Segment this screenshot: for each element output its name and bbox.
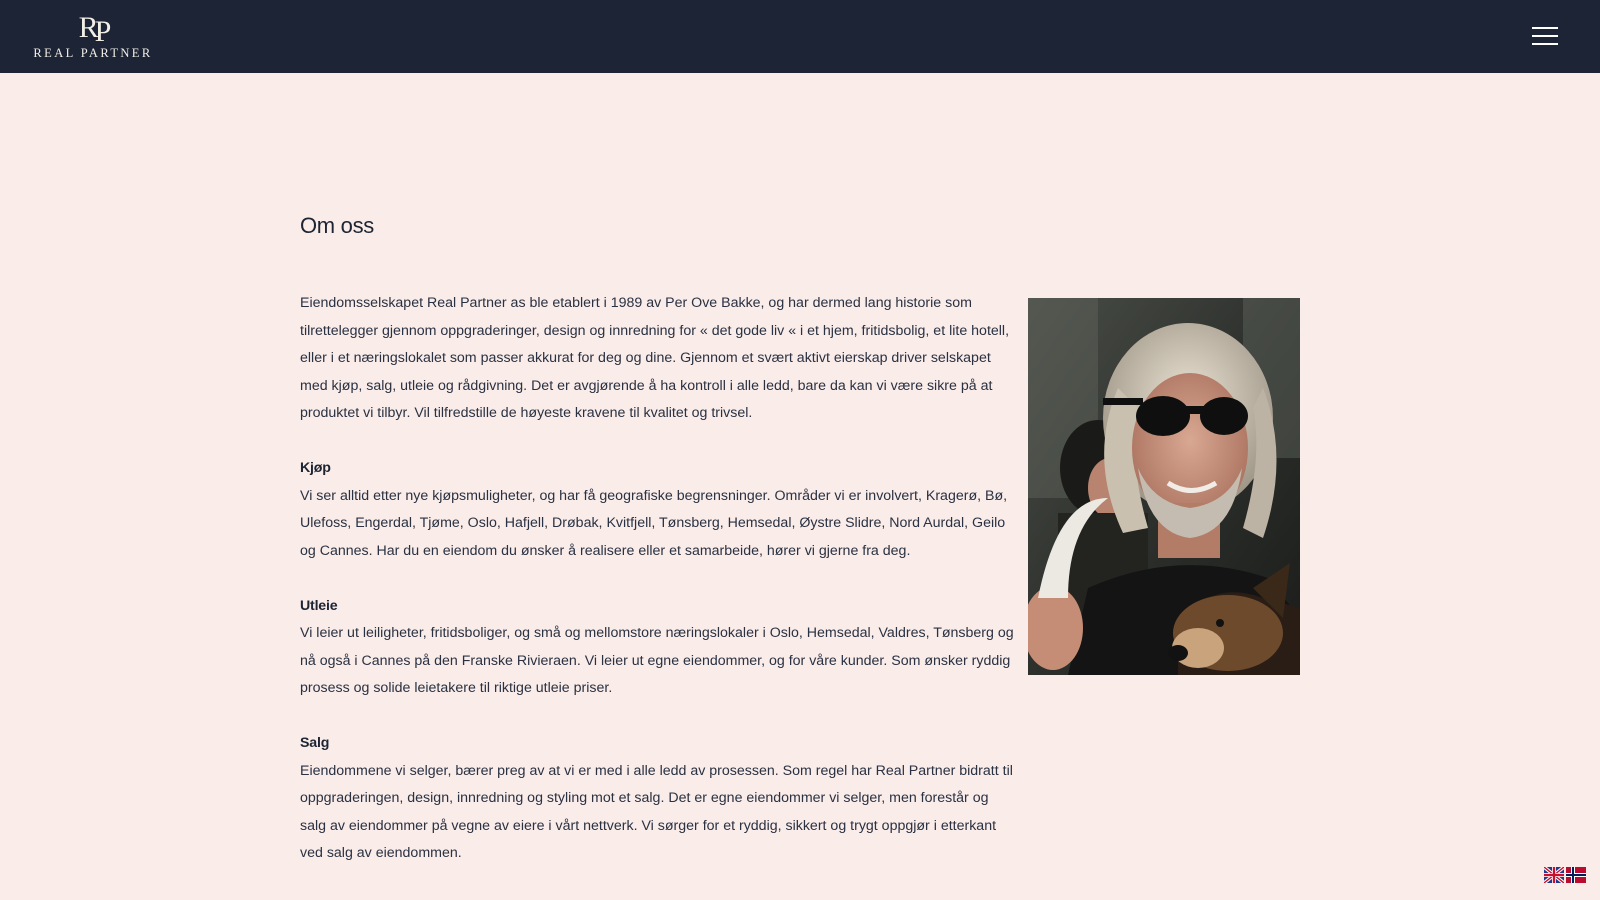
hamburger-menu-icon[interactable] [1530, 24, 1560, 48]
language-switcher [1544, 867, 1588, 883]
intro-text: Eiendomsselskapet Real Partner as ble etablert i 1989 av Per Ove Bakke, og har dermed lang historie som tilrettelegger gjennom oppgraderinger, design og innredning for « det gode liv « i et hjem, fritidsbolig, et lite hotell, eller i et næringslokalet som passer akkurat for deg og dine. Gjennom et svært aktivt eierskap driver selskapet med kjøp, salg, utleie og rådgivning. Det er avgjørende å ha kontroll i alle ledd, bare da kan vi være sikre på at produktet vi tilbyr. Vil tilfredstille de høyeste kravene til kvalitet og trivsel. [300, 295, 1010, 421]
flag-uk-icon[interactable] [1544, 867, 1564, 883]
section-text-salg: Eiendommene vi selger, bærer preg av at vi er med i alle ledd av prosessen. Som regel har Real Partner bidratt til oppgraderingen, design, innredning og styling mot et salg. Det er egne eiendommer vi selger, men forestår og salg av eiendommer på vegne av eiere i vårt nettverk. Vi sørger for et ryddig, sikkert og trygt oppgjør i etterkant ved salg av eiendommen. [300, 762, 1013, 861]
section-heading-kjop: Kjøp [300, 460, 331, 476]
page-title: Om oss [300, 213, 374, 238]
about-content [300, 290, 1015, 895]
real-partner-logo[interactable] [30, 12, 156, 62]
section-text-kjop: Vi ser alltid etter nye kjøpsmuligheter, og har få geografiske begrensninger. Områder vi er involvert, Kragerø, Bø, Ulefoss, Engerdal, Tjøme, Oslo, Hafjell, Drøbak, Kvitfjell, Tønsberg, Hemsedal, Øystre Slidre, Nord Aurdal, Geilo og Cannes. Har du en eiendom du ønsker å realisere eller et samarbeide, hører vi gjerne fra deg. [300, 487, 1008, 559]
section-heading-salg: Salg [300, 735, 330, 751]
top-navigation-bar [0, 0, 1600, 73]
section-utleie [300, 593, 1015, 703]
section-kjop [300, 455, 1015, 565]
intro-paragraph [300, 290, 1015, 428]
logo-monogram: RP [78, 11, 108, 48]
section-text-utleie: Vi leier ut leiligheter, fritidsboliger, og små og mellomstore næringslokaler i Oslo, Hemsedal, Valdres, Tønsberg og nå også i Cannes på den Franske Rivieraen. Vi leier ut egne eiendommer, og for våre kunder. Som ønsker ryddig prosess og solide leietakere til riktige utleie priser. [300, 625, 1014, 696]
section-salg [300, 730, 1015, 868]
founder-portrait-photo [1028, 298, 1300, 675]
section-heading-utleie: Utleie [300, 597, 338, 614]
flag-norway-icon[interactable] [1566, 867, 1586, 883]
logo-text: REAL PARTNER [33, 46, 153, 60]
